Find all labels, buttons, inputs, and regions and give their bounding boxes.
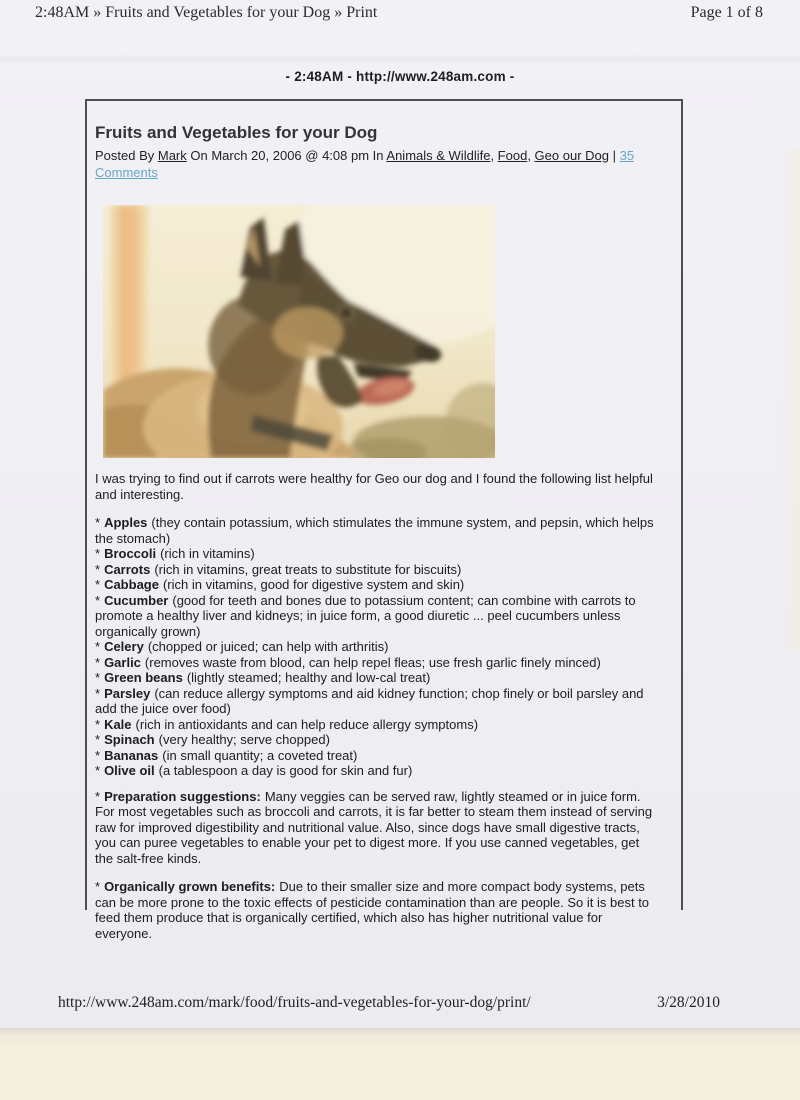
footer-url: http://www.248am.com/mark/food/fruits-and-vegetables-for-your-dog/print/ — [58, 994, 531, 1011]
bullet: * — [95, 732, 101, 747]
preparation-label: Preparation suggestions: — [104, 788, 261, 804]
list-item-broccoli — [95, 546, 659, 562]
list-item-green-beans — [95, 670, 659, 686]
food-desc: (very healthy; serve chopped) — [158, 732, 330, 747]
bullet: * — [95, 763, 101, 778]
byline-separator: , — [490, 148, 498, 163]
print-footer — [58, 994, 720, 1012]
list-item-garlic — [95, 655, 659, 671]
food-desc: (rich in antioxidants and can help reduce allergy symptoms) — [135, 716, 479, 732]
food-name: Cabbage — [104, 577, 159, 592]
list-item-cucumber — [95, 593, 659, 640]
list-item-apples — [95, 515, 659, 546]
byline-separator: , — [527, 148, 535, 163]
list-item-kale — [95, 717, 659, 733]
bullet: * — [95, 515, 101, 530]
scan-crease — [0, 54, 800, 64]
intro-paragraph: I was trying to find out if carrots were healthy for Geo our dog and I found the following list helpful and interesting. — [95, 471, 653, 502]
list-item-parsley — [95, 686, 659, 717]
food-name: Apples — [104, 515, 148, 530]
scan-crease — [776, 150, 800, 650]
byline — [95, 148, 659, 181]
food-name: Kale — [104, 716, 132, 732]
bullet: * — [95, 561, 101, 577]
food-name: Garlic — [104, 654, 141, 670]
category-link-food: Food — [497, 148, 528, 163]
byline-prefix: Posted By — [95, 148, 158, 163]
food-name: Carrots — [104, 561, 151, 577]
food-name: Celery — [104, 639, 144, 654]
food-desc: (can reduce allergy symptoms and aid kidney function; chop finely or boil parsley and add the juice over food) — [95, 685, 644, 716]
bullet: * — [95, 879, 101, 894]
list-item-celery — [95, 639, 659, 655]
food-desc: (rich in vitamins, good for digestive system and skin) — [162, 577, 465, 592]
list-item-bananas — [95, 748, 659, 764]
byline-date: On March 20, 2006 @ 4:08 pm In — [186, 148, 387, 163]
bullet: * — [95, 716, 101, 732]
bullet: * — [95, 654, 101, 670]
category-link-geo-our-dog: Geo our Dog — [534, 148, 609, 163]
food-name: Parsley — [104, 685, 151, 701]
list-item-carrots — [95, 562, 659, 578]
organic-text: Due to their smaller size and more compact body systems, pets can be more prone to the toxic effects of pesticide contamination than are people. So it is best to feed them produce that is organically certified, which also has higher nutritional value for everyone. — [95, 879, 650, 941]
scanner-bed-edge — [0, 1028, 800, 1100]
food-desc: (rich in vitamins) — [160, 546, 255, 561]
food-desc: (they contain potassium, which stimulates the immune system, and pepsin, which helps the stomach) — [95, 515, 654, 546]
byline-pipe: | — [608, 148, 620, 163]
bullet: * — [95, 577, 101, 592]
list-item-cabbage — [95, 577, 659, 593]
food-desc: (a tablespoon a day is good for skin and fur) — [158, 763, 413, 778]
food-name: Olive oil — [104, 763, 155, 778]
food-list — [95, 515, 659, 779]
food-name: Green beans — [104, 670, 183, 685]
bullet: * — [95, 747, 101, 763]
print-header-title: 2:48AM » Fruits and Vegetables for your Dog » Print — [35, 4, 378, 21]
comments-link: 35 Comments — [95, 148, 635, 180]
page-number: Page 1 of 8 — [690, 4, 763, 21]
preparation-text: Many veggies can be served raw, lightly steamed or in juice form. For most vegetables such as broccoli and carrots, it is far better to steam them instead of serving raw for improved digestibility and nutritional value. Also, since dogs have small digestive tracts, you can puree vegetables to enable your pet to digest more. If you use canned vegetables, get the salt-free kinds. — [95, 788, 653, 866]
site-banner: - 2:48AM - http://www.248am.com - — [285, 69, 515, 84]
footer-date: 3/28/2010 — [657, 994, 720, 1011]
food-desc: (rich in vitamins, great treats to substitute for biscuits) — [154, 561, 462, 577]
food-name: Bananas — [104, 747, 159, 763]
print-header — [35, 4, 763, 22]
food-desc: (lightly steamed; healthy and low-cal treat) — [186, 670, 431, 685]
food-name: Broccoli — [104, 546, 157, 561]
page-title: Fruits and Vegetables for your Dog — [95, 123, 378, 142]
preparation-paragraph — [95, 789, 659, 867]
bullet: * — [95, 639, 101, 654]
category-link-animals-wildlife: Animals & Wildlife — [386, 148, 491, 163]
list-item-spinach — [95, 732, 659, 748]
bullet: * — [95, 592, 101, 608]
bullet: * — [95, 546, 101, 561]
food-desc: (good for teeth and bones due to potassium content; can combine with carrots to promote a healthy liver and kidneys; in juice form, a good diuretic ... peel cucumbers unless organically grown) — [95, 592, 636, 639]
bullet: * — [95, 685, 101, 701]
bullet: * — [95, 788, 101, 804]
organic-paragraph — [95, 879, 659, 941]
article-frame — [85, 99, 683, 941]
food-desc: (removes waste from blood, can help repel fleas; use fresh garlic finely minced) — [144, 654, 601, 670]
food-desc: (chopped or juiced; can help with arthritis) — [147, 639, 389, 654]
bullet: * — [95, 670, 101, 685]
list-item-olive-oil — [95, 763, 659, 779]
food-name: Cucumber — [104, 592, 169, 608]
dog-photo — [103, 205, 495, 458]
organic-label: Organically grown benefits: — [104, 879, 276, 894]
author-link: Mark — [157, 148, 187, 163]
food-desc: (in small quantity; a coveted treat) — [162, 747, 358, 763]
food-name: Spinach — [104, 732, 155, 747]
